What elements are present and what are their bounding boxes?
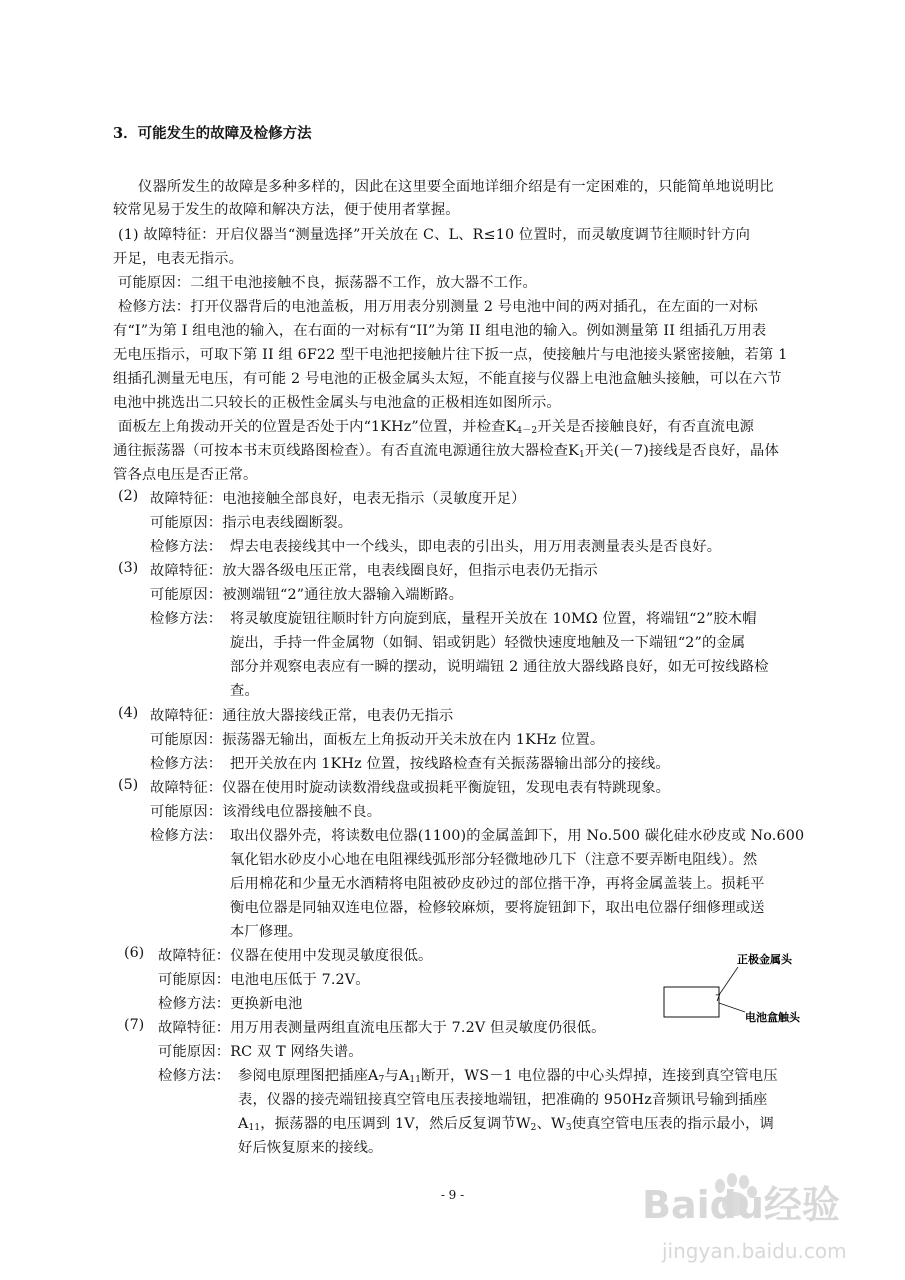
- item7-method-label: 检修方法：: [158, 1068, 231, 1084]
- item4-cause: 可能原因：振荡器无输出，面板左上角扳动开关未放在内 1KHz 位置。: [150, 732, 605, 748]
- subscript: 2: [530, 1123, 537, 1133]
- item6-method: 检修方法：更换新电池: [158, 996, 303, 1012]
- subscript: 11: [409, 1075, 422, 1085]
- item1-line-4: 检修方法：打开仪器背后的电池盖板，用万用表分别测量 2 号电池中间的两对插孔，在左面的一对标: [118, 299, 758, 315]
- text-seg: 、W: [536, 1116, 566, 1132]
- subscript: 4－2: [516, 426, 538, 436]
- item3-method-line-3: 部分并观察电表应有一瞬的摆动，说明端钮 2 通往放大器线路良好，如无可按线路检: [230, 659, 769, 675]
- item1-line-8: 电池中挑选出二只较长的正极性金属头与电池盒的正极相连如图所示。: [113, 395, 561, 411]
- item5-cause: 可能原因：该滑线电位器接触不良。: [150, 804, 382, 820]
- item6-cause: 可能原因：电池电压低于 7.2V。: [158, 972, 370, 988]
- item7-method-line-4: 好后恢复原来的接线。: [238, 1140, 383, 1156]
- item3-method-line-2: 旋出，手持一件金属物（如铜、铝或钥匙）轻微快速度地触及一下端钮“2”的金属: [230, 635, 746, 651]
- item3-method-label: 检修方法：: [150, 611, 223, 627]
- item2-number: (2): [118, 488, 139, 504]
- leader-line-top: [719, 967, 738, 995]
- text-seg: 开关是否接触良好，有否直流电源: [537, 419, 755, 435]
- text-seg: 通往振荡器（可按本书末页线路图检查）。有否直流电源通往放大器检查K: [113, 443, 579, 459]
- item7-number: (7): [124, 1017, 145, 1033]
- subscript: 7: [378, 1075, 385, 1085]
- item1-line-1: (1) 故障特征：开启仪器当“测量选择”开关放在 C、L、R≤10 位置时，而灵敏度调节往顺时针方向: [118, 227, 751, 243]
- text-seg: 与A: [384, 1068, 410, 1084]
- item7-method-line-3: [238, 1113, 774, 1133]
- item2-method-label: 检修方法：: [150, 539, 223, 555]
- text-seg: 断开，WS－1 电位器的中心头焊掉，连接到真空管电压: [421, 1068, 778, 1084]
- item3-method-line-4: 查。: [230, 683, 259, 699]
- item1-line-2: 开足，电表无指示。: [113, 251, 244, 267]
- item1-line-5: 有“I”为第 I 组电池的输入，在右面的一对标有“II”为第 II 组电池的输入。例如测量第 II 组插孔万用表: [113, 323, 767, 339]
- item5-method-line-3: 后用棉花和少量无水酒精将电阻被砂皮砂过的部位揩干净，再将金属盖装上。损耗平: [230, 876, 765, 892]
- item3-method-line-1: 将灵敏度旋钮往顺时针方向旋到底，量程开关放在 10MΩ 位置，将端钮“2”胶木帽: [230, 611, 757, 627]
- leader-line-bottom: [719, 1003, 745, 1012]
- item7-method-line-1: [238, 1065, 778, 1085]
- text-seg: 面板左上角拨动开关的位置是否处于内“1KHz”位置，并检查K: [118, 419, 517, 435]
- item5-method-line-5: 本厂修理。: [230, 924, 303, 940]
- item5-method-line-4: 衡电位器是同轴双连电位器，检修较麻烦，要将旋钮卸下，取出电位器仔细修理或送: [230, 900, 765, 916]
- watermark-url: jingyan.baidu.com: [662, 1239, 847, 1263]
- item1-para2-line-3: 管各点电压是否正常。: [113, 467, 258, 483]
- item2-cause: 可能原因：指示电表线圈断裂。: [150, 515, 353, 531]
- item1-line-7: 组插孔测量无电压，有可能 2 号电池的正极金属头太短，不能直接与仪器上电池盒触头接触，可以在六节: [113, 371, 782, 387]
- item1-para2-line-2: [113, 440, 779, 460]
- subscript: 1: [578, 450, 585, 460]
- item5-method-label: 检修方法：: [150, 828, 223, 844]
- intro-line-1: 仪器所发生的故障是多种多样的，因此在这里要全面地详细介绍是有一定困难的，只能简单地说明比: [138, 179, 774, 195]
- item7-method-line-2: 表，仪器的接壳端钮接真空管电压表接地端钮，把准确的 950Hz音频讯号输到插座: [238, 1092, 768, 1108]
- baidu-watermark: [640, 1160, 890, 1270]
- item5-method-line-1: 取出仪器外壳，将读数电位器(1100)的金属盖卸下，用 No.500 碳化硅水砂皮或 No.600: [230, 828, 805, 844]
- text-seg: ，振荡器的电压调到 1V，然后反复调节W: [260, 1116, 531, 1132]
- item7-feature: 故障特征：用万用表测量两组直流电压都大于 7.2V 但灵敏度仍很低。: [158, 1020, 606, 1036]
- section-title: 3．可能发生的故障及检修方法: [113, 125, 312, 142]
- text-seg: A: [238, 1116, 249, 1132]
- label-battery-box-contact: 电池盒触头: [745, 1011, 800, 1024]
- item4-method-line-1: 把开关放在内 1KHz 位置，按线路检查有关振荡器输出部分的接线。: [230, 756, 670, 772]
- item5-method-line-2: 氧化铝水砂皮小心地在电阻裸线弧形部分轻微地砂几下（注意不要弄断电阻线）。然: [230, 852, 758, 868]
- item1-para2-line-1: [118, 416, 754, 436]
- item1-line-6: 无电压指示，可取下第 II 组 6F22 型干电池把接触片往下扳一点，使接触片与电池接头紧密接触，若第 1: [113, 347, 788, 363]
- page-number: - 9 -: [440, 1188, 465, 1202]
- item1-line-3: 可能原因：二组干电池接触不良，振荡器不工作，放大器不工作。: [118, 275, 537, 291]
- item4-method-label: 检修方法：: [150, 756, 223, 772]
- item3-cause: 可能原因：被测端钮“2”通往放大器输入端断路。: [150, 587, 464, 603]
- text-seg: 开关(－7)接线是否良好，晶体: [584, 443, 779, 459]
- watermark-brand: Baidu经验: [642, 1183, 840, 1227]
- diagram-mark: 7: [715, 994, 721, 1004]
- battery-contact-diagram: [655, 945, 835, 1025]
- item3-number: (3): [118, 560, 139, 576]
- item4-number: (4): [118, 705, 139, 721]
- item3-feature: 故障特征：放大器各级电压正常，电表线圈良好，但指示电表仍无指示: [150, 563, 598, 579]
- battery-box: [664, 987, 719, 1017]
- item7-cause: 可能原因：RC 双 T 网络失谱。: [158, 1044, 363, 1060]
- item2-feature: 故障特征：电池接触全部良好，电表无指示（灵敏度开足）: [150, 491, 526, 507]
- item4-feature: 故障特征：通往放大器接线正常，电表仍无指示: [150, 708, 454, 724]
- text-seg: 参阅电原理图把插座A: [238, 1068, 379, 1084]
- text-seg: 使真空管电压表的指示最小，调: [571, 1116, 775, 1132]
- subscript: 3: [565, 1123, 572, 1133]
- item6-feature: 故障特征：仪器在使用中发现灵敏度很低。: [158, 948, 433, 964]
- label-positive-metal-head: 正极金属头: [737, 953, 792, 966]
- item6-number: (6): [124, 945, 145, 961]
- item2-method-line-1: 焊去电表接线其中一个线头，即电表的引出头，用万用表测量表头是否良好。: [230, 539, 722, 555]
- intro-line-2: 较常见易于发生的故障和解决方法，便于使用者掌握。: [113, 202, 460, 218]
- subscript: 11: [248, 1123, 261, 1133]
- item5-feature: 故障特征：仪器在使用时旋动读数滑线盘或损耗平衡旋钮，发现电表有特跳现象。: [150, 780, 671, 796]
- item5-number: (5): [118, 777, 139, 793]
